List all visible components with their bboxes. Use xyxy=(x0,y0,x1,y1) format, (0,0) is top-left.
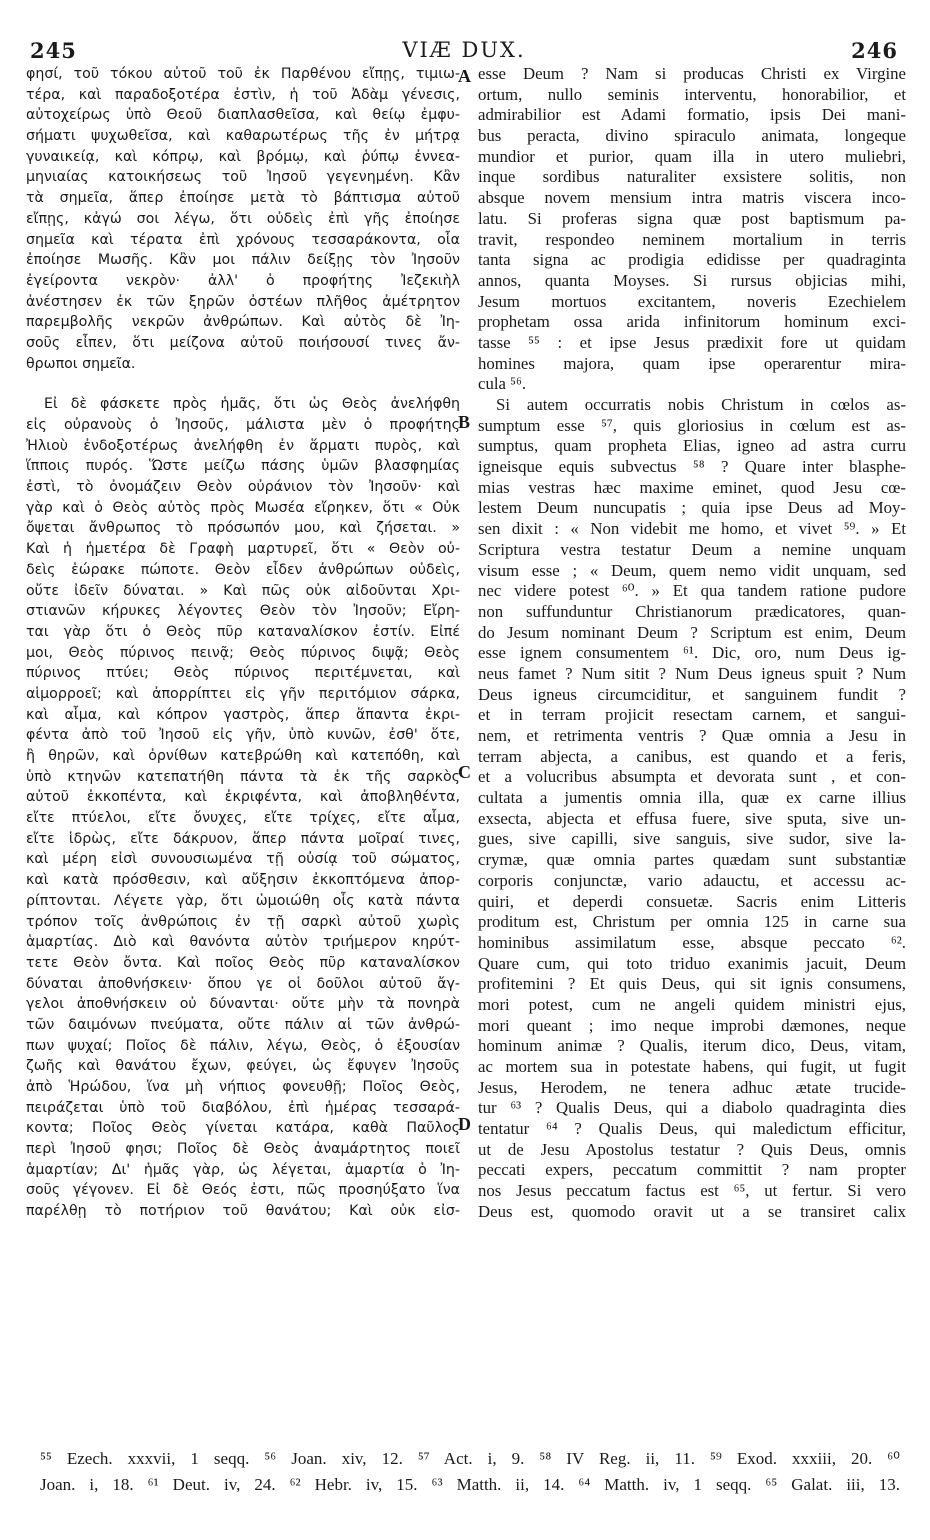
greek-text-line: ἀπὸ Ἡρώδου, ἵνα μὴ νήπιος φονευθῇ; Ποῖος Θεὸς, xyxy=(26,1079,460,1095)
margin-marker-a: A xyxy=(458,66,471,86)
latin-text-line: Quare cum, qui toto triduo exanimis jacuit, Deum xyxy=(478,953,906,973)
latin-text-line: Jesus, Herodem, ne tenera adhuc ætate trucide- xyxy=(478,1077,906,1097)
greek-text-line: αἱμορροεῖ; καὶ ἀπορρίπτει εἰς γῆν περιτόμιον σάρκα, xyxy=(26,685,460,702)
latin-text-line: nec videre potest ⁶⁰. » Et qua tandem ratione pudore xyxy=(478,581,906,601)
latin-text-line: esse ignem consumentem ⁶¹. Dic, oro, num Deus ig- xyxy=(478,643,906,663)
latin-text-line: bus peracta, divino spiraculo animata, longeque xyxy=(478,126,906,146)
latin-text-line: annos, quanta Moyses. Si rursus objicias mihi, xyxy=(478,270,906,290)
latin-text-line: sen dixit : « Non videbit me homo, et vivet ⁵⁹. » Et xyxy=(478,519,906,539)
greek-text-line: ἢ θηρῶν, καὶ ὀρνίθων κατεβρώθη καὶ κατεπόθη, καὶ xyxy=(26,748,460,764)
latin-text-line: neus famet ? Num sitit ? Num Deus igneus spuit ? Num xyxy=(478,663,906,683)
footnotes xyxy=(40,1446,900,1498)
latin-text-line: Scriptura vestra testatur Deum a nemine unquam xyxy=(478,539,906,559)
greek-text-line: ἀνέστησεν ἐκ τῶν ξηρῶν ὀστέων πλῆθος ἀμέτρητον xyxy=(26,293,460,310)
latin-text-line: hominum animæ ? Qualis, iterum dico, Deus, vitam, xyxy=(478,1036,906,1056)
margin-marker-b: B xyxy=(458,412,471,432)
running-title: VIÆ DUX. xyxy=(402,38,526,62)
greek-text-line: πύρινος πτύει; Θεὸς πύρινος περιτέμνεται, καὶ xyxy=(26,665,460,682)
greek-text-line: παρέλθῃ τὸ ποτήριον τοῦ θανάτου; Καὶ οὐκ εἰσ- xyxy=(26,1203,460,1220)
latin-text-line: mori queant ; imo neque improbi dæmones, neque xyxy=(478,1015,906,1035)
latin-text-line: ac mortem sua in potestate habens, qui fugit, ut fugit xyxy=(478,1057,906,1076)
margin-marker-c: C xyxy=(458,762,471,782)
latin-column xyxy=(478,64,906,1223)
greek-text-line: περὶ Ἰησοῦ φησι; Ποῖος δὲ Θεὸς ἀναμάρτητος ποιεῖ xyxy=(26,1141,460,1158)
latin-text-line: visum esse ; « Deum, quem nemo vidit unquam, sed xyxy=(478,560,906,580)
latin-text-line: Jesum mortuos excitantem, noveris Ezechielem xyxy=(478,291,906,311)
greek-text-line: ρίπτονται. Λέγετε γὰρ, ὅτι ὡμοιώθη οἷς κατὰ πάντα xyxy=(26,892,460,909)
greek-text-line: εἴπῃς, κἀγώ σοι λέγω, ὅτι οὐδεὶς ἐπὶ γῆς ἐποίησε xyxy=(26,210,460,227)
latin-text-line: et a volucribus absumpta et devorata sunt , et con- xyxy=(478,767,906,787)
latin-text-line: terram abjecta, a canibus, est quando et a feris, xyxy=(478,746,906,766)
margin-marker-d: D xyxy=(458,1114,471,1134)
latin-text-line: corporis conjunctæ, vario adauctu, et accessu ac- xyxy=(478,870,906,890)
latin-text-line: igneisque equis subvectus ⁵⁸ ? Quare inter blasphe- xyxy=(478,457,906,477)
greek-text-line: κοντα; Ποῖος Θεὸς γίνεται κατάρα, καθὰ Παῦλος xyxy=(26,1120,460,1137)
latin-text-line: et in terram projicit resectam carnem, et sangui- xyxy=(478,705,906,725)
greek-text-line: Ἠλιοὺ ἐνδοξοτέρως ἀνελήφθη ἐν ἅρματι πυρὸς, καὶ xyxy=(26,437,460,454)
greek-text-line: ἁμαρτίας. Διὸ καὶ θανόντα αὐτὸν τριήμερον κηρύτ- xyxy=(26,934,460,951)
greek-text-line: εἰς οὐρανοὺς ὁ Ἰησοῦς, μάλιστα μὲν ὁ προφήτης xyxy=(26,417,460,433)
latin-text-line: Deus igneus circumciditur, et sanguinem fundit ? xyxy=(478,684,906,704)
latin-text-line: nem, et retrimenta ventris ? Quæ omnia a Jesu in xyxy=(478,726,906,745)
latin-text-line: mias vestras hæc maxime eminet, quod Jesu cœ- xyxy=(478,477,906,497)
greek-text-line: σοῦς γέγονεν. Εἰ δὲ Θεός ἐστι, πῶς προσηύξατο ἵνα xyxy=(26,1182,460,1199)
latin-text-line: esse Deum ? Nam si producas Christi ex Virgine xyxy=(478,64,906,83)
greek-text-line: ἁμαρτίαν; Δι' ἡμᾶς γὰρ, ὡς λέγεται, ἁμαρτία ὁ Ἰη- xyxy=(26,1161,460,1178)
latin-text-line: mundior et purior, quam illa in utero muliebri, xyxy=(478,146,906,166)
latin-text-line: cula ⁵⁶. xyxy=(478,374,527,394)
latin-text-line: nos Jesus peccatum factus est ⁶⁵, ut fertur. Si vero xyxy=(478,1181,906,1201)
latin-text-line: latu. Si proferas signa quæ post baptismum pa- xyxy=(478,208,906,228)
latin-text-line: ut de Jesu Apostolus testatur ? Quis Deus, omnis xyxy=(478,1139,906,1159)
greek-text-line: πειράζεται ὑπὸ τοῦ διαβόλου, ἐπὶ ἡμέρας τεσσαρά- xyxy=(26,1099,460,1116)
greek-text-line: φησί, τοῦ τόκου αὐτοῦ τοῦ ἐκ Παρθένου εἴπῃς, τιμιω- xyxy=(26,66,460,82)
footnote-line: ⁵⁵ Ezech. xxxvii, 1 seqq. ⁵⁶ Joan. xiv, 12. ⁵⁷ Act. i, 9. ⁵⁸ IV Reg. ii, 11. ⁵⁹ Exod. xxxiii, 20. ⁶⁰ xyxy=(40,1449,900,1468)
greek-text-line: στιανῶν κήρυκες λέγοντες Θεὸν τὸν Ἰησοῦν; Εἴρη- xyxy=(26,603,460,620)
latin-text-line: ortum, nullo seminis interventu, honorabilior, et xyxy=(478,84,906,104)
latin-text-line: peccati expers, peccatum committit ? nam propter xyxy=(478,1160,906,1180)
greek-text-line: εἴτε ἱδρὼς, εἴτε δάκρυον, ἅπερ πάντα μοῖραί τινες, xyxy=(26,830,460,847)
latin-text-line: do Jesum nominant Deum ? Scriptum est enim, Deum xyxy=(478,622,906,642)
greek-text-line: παρεμβολῆς νεκρῶν ἀνθρώπων. Καὶ αὐτὸς δὲ Ἰη- xyxy=(26,314,460,331)
greek-text-line: μοι, Θεὸς πύρινος πεινᾷ; Θεὸς πύρινος διψᾷ; Θεὸς xyxy=(26,644,460,661)
latin-text-line: crymæ, quæ omnia partes quædam sunt substantiæ xyxy=(478,850,906,870)
latin-text-line: tentatur ⁶⁴ ? Qualis Deus, qui maledictum efficitur, xyxy=(478,1119,906,1139)
latin-text-line: sumptum esse ⁵⁷, quis gloriosius in cœlum est as- xyxy=(478,415,906,435)
greek-text-line: ζωῆς καὶ θανάτου ἔχων, φεύγει, ὡς ἔφυγεν Ἰησοῦς xyxy=(26,1058,460,1075)
latin-text-line: absque novem mensium intra matris viscera inco- xyxy=(478,188,906,208)
latin-text-line: lestem Deum nuncupatis ; quia ipse Deus ad Moy- xyxy=(478,498,906,518)
greek-text-line: ται γὰρ ὅτι ὁ Θεὸς πῦρ καταναλίσκον ἐστίν. Εἰπέ xyxy=(26,623,460,640)
greek-text-line: τετε Θεὸν ὄντα. Καὶ ποῖος Θεὸς πῦρ καταναλίσκον xyxy=(26,954,460,971)
greek-text-line: γυναικείᾳ, καὶ κόπρῳ, καὶ βρόμῳ, καὶ ῥύπῳ ἐννεα- xyxy=(26,148,460,165)
latin-text-line: Deus est, quomodo oravit ut a se transiret calix xyxy=(478,1201,906,1221)
latin-text-line: tasse ⁵⁵ : et ipse Jesus prædixit fore ut quidam xyxy=(478,332,906,352)
greek-text-line: καὶ αἷμα, καὶ κόπρον γαστρὸς, ἅπερ ἅπαντα ἐκρι- xyxy=(26,706,460,723)
greek-text-line: ἐποίησε Μωσῆς. Κἂν μοι πάλιν δείξῃς τὸν Ἰησοῦν xyxy=(26,252,460,269)
running-header xyxy=(30,38,898,66)
latin-text-line: non suffunduntur Christianorum prædicatores, quan- xyxy=(478,601,906,621)
greek-text-line: σήματι ψυχωθεῖσα, καὶ καθαρωτέρως τῆς ἐν μήτρᾳ xyxy=(26,128,460,145)
latin-text-line: mori potest, cum ne angeli quidem ministri ejus, xyxy=(478,994,906,1014)
greek-text-line: καὶ μέρη εἰσὶ συνουσιωμένα τῇ οὐσίᾳ τοῦ σώματος, xyxy=(26,851,460,868)
latin-text-line: profitemini ? Et quis Deus, qui sit ignis consumens, xyxy=(478,974,906,994)
greek-column xyxy=(26,64,460,1222)
latin-text-line: hominibus assimilatum esse, absque peccato ⁶². xyxy=(478,932,906,952)
greek-text-line: τὰ σημεῖα, ἅπερ ἐποίησε μετὰ τὸ βάπτισμα αὐτοῦ xyxy=(26,190,460,207)
greek-text-line: αὐτοχείρως ὑπὸ Θεοῦ διαπλασθεῖσα, καὶ θείῳ ἐμφυ- xyxy=(26,107,460,124)
greek-text-line: τρόπον τοῖς ἀνθρώποις ἐν τῇ σαρκὶ αὐτοῦ χωρὶς xyxy=(26,913,460,930)
right-page-number: 246 xyxy=(851,38,898,63)
left-page-number: 245 xyxy=(30,38,77,63)
footnote-line: Joan. i, 18. ⁶¹ Deut. iv, 24. ⁶² Hebr. iv, 15. ⁶³ Matth. ii, 14. ⁶⁴ Matth. iv, 1 seqq. ⁶⁵ Galat. iii, 13. xyxy=(40,1475,900,1494)
latin-text-line: cultata a jumentis omnia illa, quæ ex carne illius xyxy=(478,788,906,808)
greek-text-line: σημεῖα καὶ τέρατα ἐπὶ χρόνους τεσσαράκοντα, οἷα xyxy=(26,231,460,248)
greek-text-line: θρωποι σημεῖα. xyxy=(26,355,136,372)
greek-text-line: τῶν δαιμόνων πνεύματα, οὔτε πάλιν αἱ τῶν ἀνθρώ- xyxy=(26,1016,460,1033)
latin-text-line: exsecta, abjecta et effusa fuere, sive sputa, sive un- xyxy=(478,808,906,828)
greek-text-line: ἐγείροντα νεκρὸν· ἀλλ' ὁ προφήτης Ἰεζεκιὴλ xyxy=(26,272,460,289)
latin-text-line: tur ⁶³ ? Qualis Deus, qui a diabolo quadraginta dies xyxy=(478,1098,906,1118)
greek-text-line: εἴτε πτύελοι, εἴτε ὄνυχες, εἴτε τρίχες, εἴτε αἷμα, xyxy=(26,810,460,827)
greek-text-line: καὶ κατὰ πρόσθεσιν, καὶ αὔξησιν ἐκκοπτόμενα ἀπορ- xyxy=(26,872,460,889)
greek-text-line: τέρα, καὶ παραδοξοτέρα ἐστὶν, ἡ τοῦ Ἀδὰμ γένεσις, xyxy=(26,86,460,103)
latin-text-line: gues, sive capilli, sive sanguis, sive sudor, sive la- xyxy=(478,829,906,849)
latin-text-line: admirabilior est Adami formatio, ipsis Dei mani- xyxy=(478,105,906,125)
latin-text-line: sumptus, quam propheta Elias, igneo ad astra curru xyxy=(478,436,906,456)
greek-text-line: δύναται ἀποθνήσκειν· ὅπου γε οἱ δοῦλοι αὐτοῦ ἄγ- xyxy=(26,975,460,992)
latin-text-line: proditum est, Christum per omnia 125 in carne sua xyxy=(478,912,906,932)
greek-text-line xyxy=(26,374,460,394)
greek-text-line: μηνιαίας κατοικήσεως τοῦ Ἰησοῦ γεγενημένη. Κἂν xyxy=(26,169,460,186)
latin-text-line: Si autem occurratis nobis Christum in cœlos as- xyxy=(496,395,906,414)
greek-text-line: ἐστὶ, τὸ ὀνομάζειν Θεὸν οὐράνιον τὸν Ἰησοῦν· καὶ xyxy=(26,479,460,496)
greek-text-line: σοῦς εἶπεν, ὅτι μείζονα αὐτοῦ ποιήσουσί τινες ἄν- xyxy=(26,334,460,351)
latin-text-line: quiri, et deperdi consuetæ. Sacris enim Litteris xyxy=(478,891,906,911)
greek-text-line: δεὶς ἑώρακε πώποτε. Θεὸν εἶδεν ἀνθρώπων οὐδεὶς, xyxy=(26,561,460,578)
latin-text-line: travit, respondeo neminem mortalium in terris xyxy=(478,229,906,249)
greek-text-line: Εἰ δὲ φάσκετε πρὸς ἡμᾶς, ὅτι ὡς Θεὸς ἀνελήφθη xyxy=(44,396,460,413)
greek-text-line: ἵπποις πυρός. Ὥστε μείζω πάσης ὑμῶν βλασφημίας xyxy=(26,458,460,475)
greek-text-line: φέντα ἀπὸ τοῦ Ἰησοῦ εἰς γῆν, ὑπὸ κυνῶν, ἐσθ' ὅτε, xyxy=(26,727,460,744)
greek-text-line: ὄψεται ἄνθρωπος τὸ πρόσωπόν μου, καὶ ζήσεται. » xyxy=(26,520,460,537)
greek-text-line: γὰρ καὶ ὁ Θεὸς αὐτὸς πρὸς Μωσέα εἴρηκεν, ὅτι « Οὐκ xyxy=(26,499,460,516)
greek-text-line: γελοι ἀποθνήσκειν οὐ δύνανται· οὔτε μὴν τὰ πονηρὰ xyxy=(26,996,460,1013)
latin-text-line: inque sordibus naturaliter exsistere solitis, non xyxy=(478,167,906,187)
greek-text-line: αὐτοῦ ἐκκοπέντα, καὶ ἐκριφέντα, καὶ ἀποβληθέντα, xyxy=(26,789,460,806)
latin-text-line: tanta signa ac prodigia edidisse per quadraginta xyxy=(478,250,906,270)
greek-text-line: ὑπὸ κτηνῶν κατεπατήθη πάντα τὰ ἐκ τῆς σαρκὸς xyxy=(26,768,460,785)
greek-text-line: πων ψυχαί; Ποῖος δὲ πάλιν, λέγω, Θεὸς, ὁ ἐξουσίαν xyxy=(26,1037,460,1054)
greek-text-line: οὔτε ἰδεῖν δύναται. » Καὶ πῶς οὐκ αἰδοῦνται Χρι- xyxy=(26,582,460,599)
latin-text-line: homines majora, quam ipse operarentur mira- xyxy=(478,353,906,373)
latin-text-line: prophetam ossa arida infinitorum hominum exci- xyxy=(478,312,906,332)
greek-text-line: Καὶ ἡ ἡμετέρα δὲ Γραφὴ μαρτυρεῖ, ὅτι « Θεὸν οὐ- xyxy=(26,541,460,558)
